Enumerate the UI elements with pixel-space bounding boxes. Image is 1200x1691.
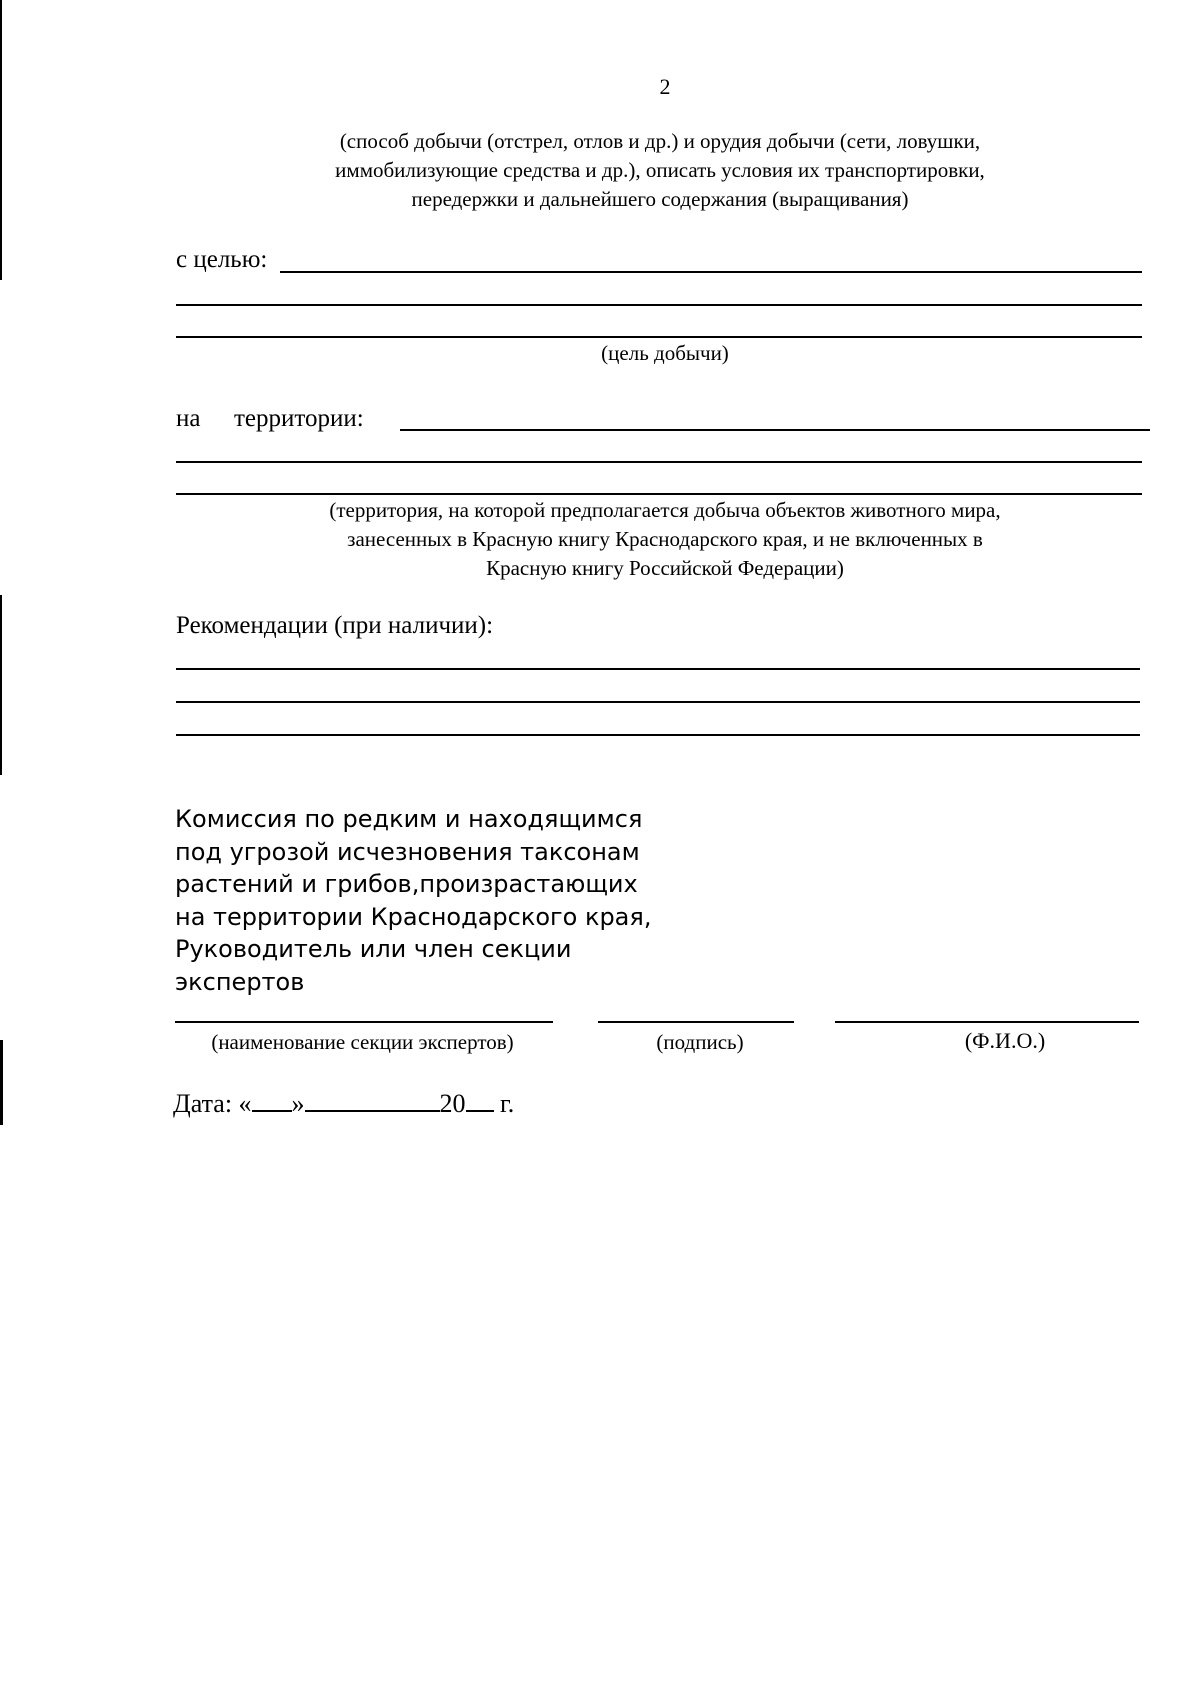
territory-field-line[interactable] — [400, 429, 1150, 431]
intro-caption-line: (способ добычи (отстрел, отлов и др.) и орудия добычи (сети, ловушки, — [339, 129, 981, 153]
date-label: Дата: « — [173, 1089, 252, 1118]
commission-line: Комиссия по редким и находящимся — [175, 805, 643, 833]
scan-edge-mark — [0, 595, 2, 775]
territory-field-line[interactable] — [176, 493, 1142, 495]
scan-edge-mark — [0, 1040, 3, 1125]
territory-label: территории: — [234, 405, 364, 432]
full-name-caption: (Ф.И.О.) — [964, 1028, 1046, 1053]
date-month-field[interactable] — [305, 1088, 440, 1112]
intro-caption-line: передержки и дальнейшего содержания (выращивания) — [411, 187, 909, 211]
recommendations-field-line[interactable] — [176, 668, 1140, 670]
territory-caption-line: (территория, на которой предполагается добыча объектов животного мира, — [329, 498, 1001, 522]
territory-label-prefix: на — [176, 405, 201, 432]
scan-edge-mark — [0, 0, 2, 280]
purpose-field-line[interactable] — [176, 304, 1142, 306]
date-year-prefix: 20 — [439, 1089, 466, 1118]
date-year-suffix: г. — [500, 1089, 515, 1118]
section-name-caption: (наименование секции экспертов) — [211, 1030, 514, 1054]
full-name-field-line[interactable] — [835, 1021, 1139, 1023]
commission-line: экспертов — [175, 967, 305, 996]
commission-line: под угрозой исчезновения таксонам — [175, 837, 640, 866]
recommendations-label: Рекомендации (при наличии): — [176, 612, 494, 639]
purpose-label: с целью: — [176, 246, 268, 273]
signature-caption: (подпись) — [656, 1030, 744, 1054]
date-day-field[interactable] — [252, 1088, 292, 1112]
purpose-field-line[interactable] — [176, 336, 1142, 338]
territory-caption — [240, 496, 1090, 583]
commission-text — [175, 803, 651, 998]
recommendations-field-line[interactable] — [176, 734, 1140, 736]
territory-caption-line: Красную книгу Российской Федерации) — [486, 556, 844, 580]
commission-line: растений и грибов,произрастающих — [175, 870, 638, 898]
commission-line: на территории Краснодарского края, — [175, 902, 652, 931]
commission-line: Руководитель или член секции — [175, 935, 572, 963]
date-line — [173, 1088, 514, 1119]
intro-caption-line: иммобилизующие средства и др.), описать условия их транспортировки, — [335, 158, 985, 182]
territory-field-line[interactable] — [176, 461, 1142, 463]
page-number: 2 — [659, 74, 671, 99]
date-close-quote: » — [291, 1089, 305, 1118]
section-name-field-line[interactable] — [175, 1021, 553, 1023]
intro-caption — [270, 127, 1050, 214]
signature-field-line[interactable] — [598, 1021, 794, 1023]
purpose-caption: (цель добычи) — [601, 341, 729, 365]
recommendations-field-line[interactable] — [176, 701, 1140, 703]
purpose-field-line[interactable] — [280, 271, 1142, 273]
territory-caption-line: занесенных в Красную книгу Краснодарского края, и не включенных в — [347, 527, 983, 551]
date-year-field[interactable] — [466, 1088, 494, 1112]
